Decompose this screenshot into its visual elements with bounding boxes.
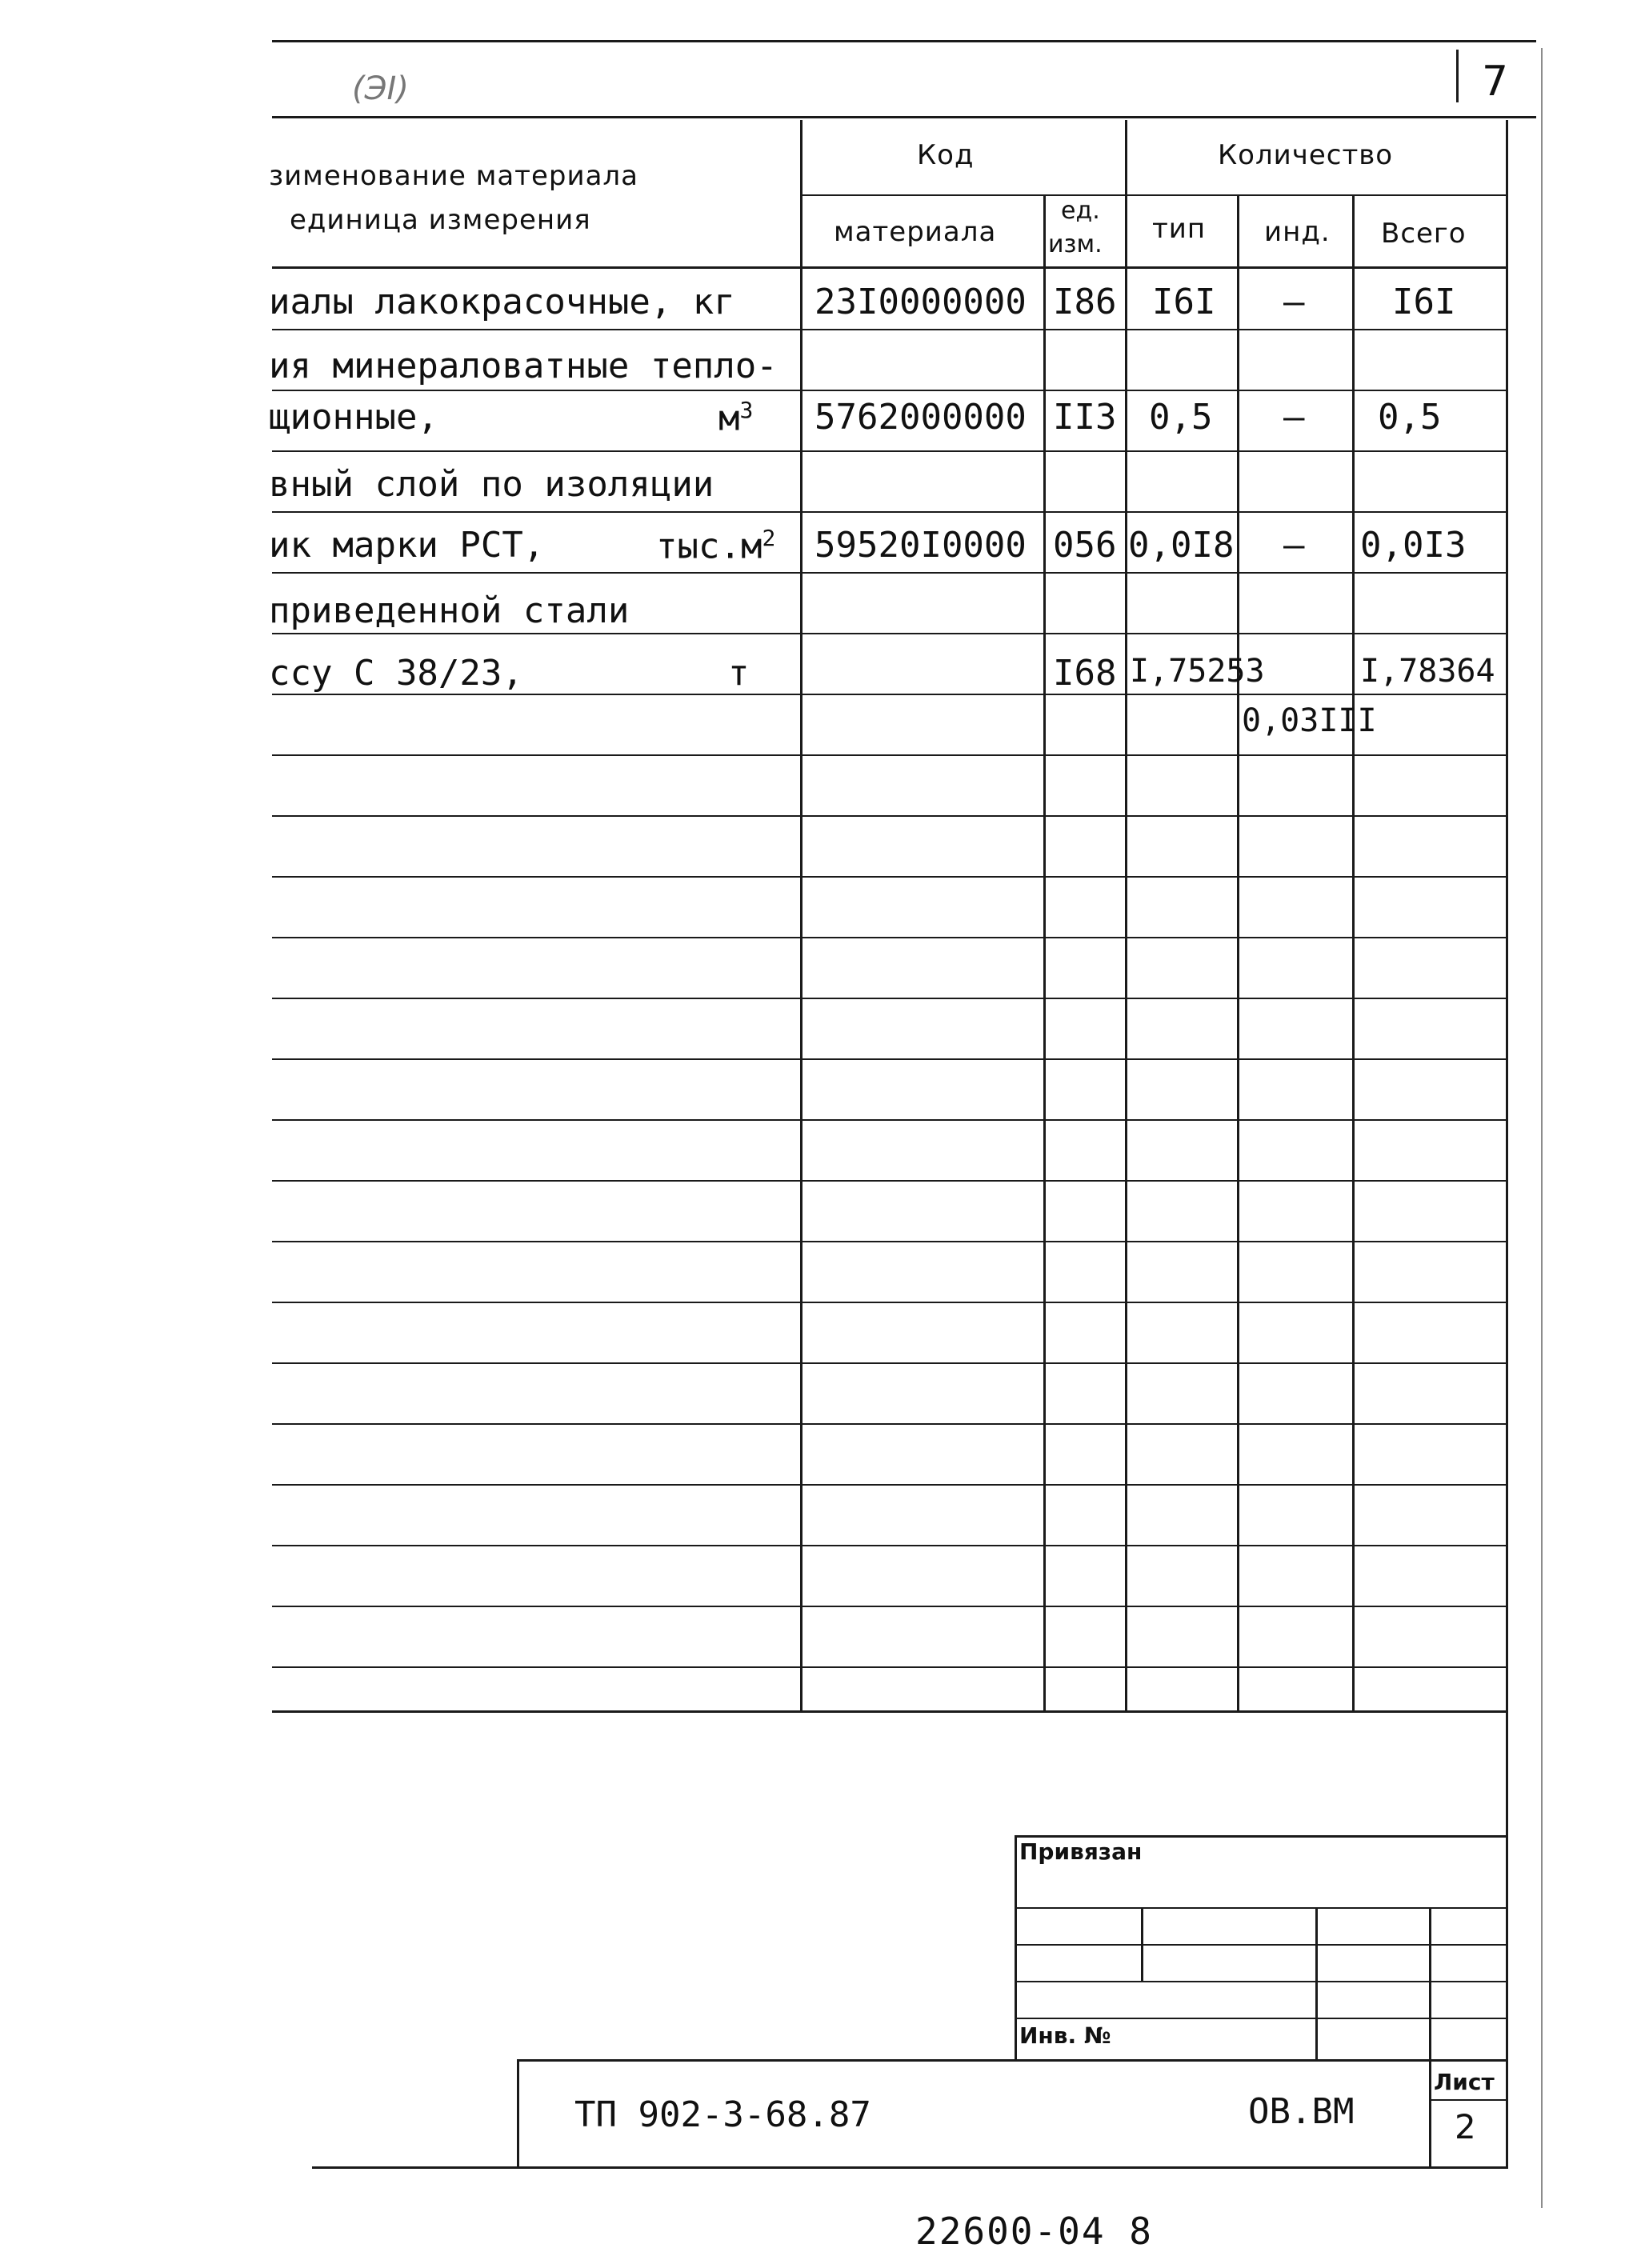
row-2-name: ия минераловатные тепло- [269,346,778,386]
row-line [272,998,1508,999]
tb-bound-label: Привязан [1019,1838,1143,1865]
row-7-ind-extra: 0,03III [1242,702,1377,739]
row-3-type: 0,5 [1149,397,1213,438]
outer-right-frame [1541,48,1543,2208]
row-7-unit-label: т [728,653,750,694]
header-bottom-line [272,266,1508,269]
row-line [272,1058,1508,1060]
row-line [272,390,1508,391]
archive-number: 22600-04 8 [915,2210,1153,2253]
row-line [272,815,1508,817]
row-1-total: I6I [1392,282,1456,322]
row-line [272,1362,1508,1364]
row-5-type: 0,0I8 [1128,525,1235,566]
page-number: 7 [1482,58,1509,106]
header-material-col: материала [834,216,997,248]
row-line [272,633,1508,634]
row-1-name: иалы лакокрасочные, кг [269,282,735,322]
col-line-right-frame [1506,120,1508,2168]
page-number-divider [1456,50,1459,102]
header-name-line1: зименование материала [269,160,638,192]
header-name-line2: единица измерения [290,204,591,236]
row-line [272,1302,1508,1303]
stamp-bottom-line [312,2166,1508,2169]
header-quantity-group: Количество [1218,139,1394,171]
row-line [272,876,1508,878]
header-subdivider [800,194,1508,196]
doc-mark: ОВ.ВМ [1248,2091,1355,2132]
tb-col-line [1429,1907,1431,2168]
header-unit-col-line2: изм. [1048,230,1103,258]
row-1-code: 23I0000000 [815,282,1027,322]
header-unit-col-line1: ед. [1061,197,1100,225]
row-line [272,937,1508,938]
row-line [272,1180,1508,1182]
tb-left-line [1015,1835,1017,2061]
row-3-unit: II3 [1053,397,1117,438]
row-5-name: ик марки РСТ, [269,525,545,566]
stamp-left-line [517,2059,519,2168]
header-rule [272,116,1536,118]
sheet-label: Лист [1434,2069,1495,2095]
sheet-number: 2 [1455,2107,1476,2146]
tb-col-line [1315,1907,1318,2061]
row-3-unit-sup: 3 [739,397,754,423]
doc-code: ТП 902-3-68.87 [574,2094,871,2135]
row-5-total: 0,0I3 [1360,525,1467,566]
row-5-unit-label [656,525,775,567]
row-5-unit: 056 [1053,525,1117,566]
tb-row-line [1015,2018,1508,2019]
row-4-name: вный слой по изоляции [269,464,714,505]
row-1-unit: I86 [1053,282,1117,322]
row-line [272,1545,1508,1546]
tb-row-line [1015,1981,1508,1982]
tb-row-line [1015,1944,1508,1946]
row-line [272,511,1508,513]
row-line [272,450,1508,452]
row-3-unit-label [718,397,753,439]
header-ind-col: инд. [1264,216,1331,248]
row-1-ind: – [1283,282,1305,322]
sheet-label-divider [1429,2099,1508,2101]
row-line [272,694,1508,695]
row-7-unit: I68 [1053,653,1117,694]
row-3-name: щионные, [269,397,438,438]
row-5-unit-sup: 2 [762,525,776,551]
tb-row-line [1015,1907,1508,1909]
row-3-total: 0,5 [1378,397,1442,438]
stamp-mark: (ЭI) [352,70,409,107]
row-5-ind: – [1283,525,1305,566]
row-line [272,1484,1508,1486]
header-type-col: тип [1152,213,1207,245]
row-6-name: приведенной стали [269,590,630,631]
row-5-code: 59520I0000 [815,525,1027,566]
col-line-name [800,120,802,1712]
row-7-total: I,78364 [1360,653,1495,690]
tb-col-line [1141,1907,1143,1981]
row-3-ind: – [1283,397,1305,438]
row-5-unit-label-text: тыс.м [656,526,762,567]
row-3-unit-label-text: м [718,398,740,439]
row-line [272,1423,1508,1425]
header-total-col: Всего [1381,218,1467,250]
row-7-name: ссу С 38/23, [269,653,523,694]
row-line [272,754,1508,756]
table-bottom-line [272,1710,1508,1713]
stamp-top-line [517,2059,1508,2062]
header-code-group: Код [917,139,975,171]
top-frame-line [272,40,1536,42]
row-line [272,1241,1508,1242]
tb-inv-label: Инв. № [1019,2022,1111,2049]
row-3-code: 5762000000 [815,397,1027,438]
row-line [272,1666,1508,1668]
row-line [272,1119,1508,1121]
row-line [272,329,1508,330]
col-line-unit [1125,120,1127,1712]
row-1-type: I6I [1152,282,1216,322]
tb-top-line [1015,1835,1508,1838]
row-line [272,1606,1508,1607]
row-line [272,572,1508,574]
row-7-type: I,75253 [1130,653,1265,690]
